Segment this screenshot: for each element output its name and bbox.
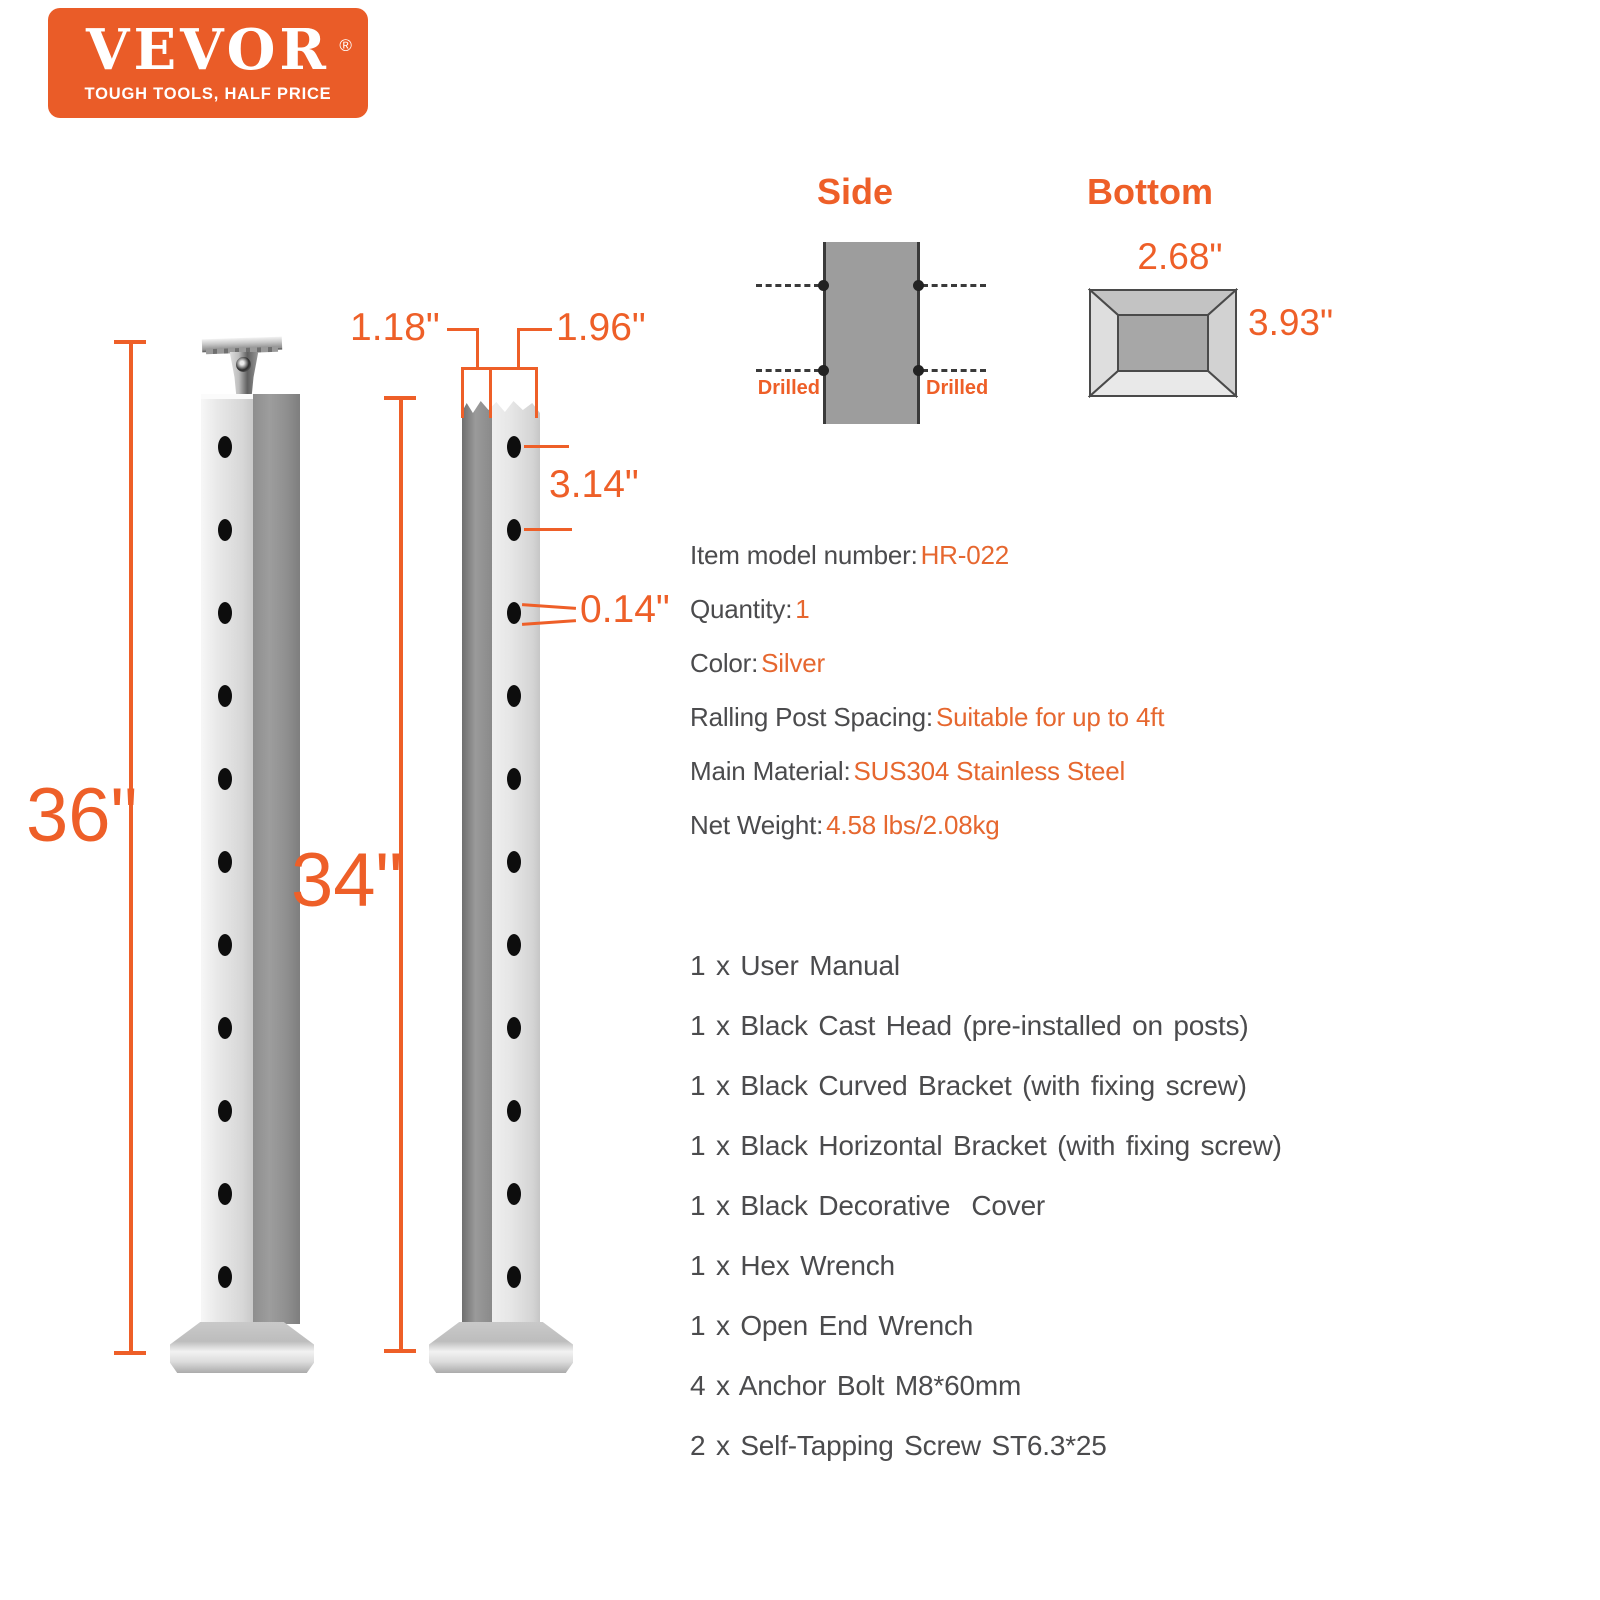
dim-label-base-depth: 3.93" (1248, 302, 1334, 343)
side-view-title: Side (816, 171, 894, 212)
package-list (690, 936, 1282, 1476)
logo-wordmark (86, 17, 352, 83)
width-bracket (461, 367, 538, 370)
drilled-label-left: Drilled (757, 377, 820, 399)
spec-value: HR-022 (920, 539, 1010, 570)
package-item: 1 x Black Horizontal Bracket (with fixing screw) (690, 1130, 1282, 1161)
dim-label-hole-size: 0.14" (580, 588, 670, 631)
package-item: 4 x Anchor Bolt M8*60mm (690, 1370, 1022, 1401)
package-item: 2 x Self-Tapping Screw ST6.3*25 (690, 1430, 1107, 1461)
leader-line (517, 328, 552, 331)
drill-point-dot (913, 365, 924, 376)
dim-cap (114, 340, 146, 344)
dim-cap (384, 396, 416, 400)
drill-point-dot (913, 280, 924, 291)
spec-row (690, 582, 1164, 636)
dim-label-post-height: 34" (291, 838, 403, 923)
package-item: 1 x Black Cast Head (pre-installed on posts) (690, 1010, 1249, 1041)
spec-label: Main Material: (690, 755, 851, 786)
drill-hole (507, 768, 521, 790)
base-plate-diagram (1088, 288, 1238, 398)
drill-hole (507, 1017, 521, 1039)
leader-line (524, 528, 572, 531)
dashed-line (756, 369, 820, 372)
bottom-view-title: Bottom (1087, 171, 1213, 212)
dashed-line (922, 369, 986, 372)
spec-row (690, 636, 1164, 690)
drill-hole (218, 934, 232, 956)
drill-point-dot (818, 280, 829, 291)
drill-hole (218, 519, 232, 541)
logo-tagline: TOUGH TOOLS, HALF PRICE (84, 85, 332, 103)
dim-label-side-depth: 1.18" (350, 306, 440, 349)
drilled-label-right: Drilled (926, 377, 989, 399)
spec-label: Net Weight: (690, 809, 824, 840)
post-front-view (201, 394, 300, 1324)
spec-value: SUS304 Stainless Steel (853, 755, 1126, 786)
drill-hole (218, 1100, 232, 1122)
leader-line (517, 330, 520, 368)
leader-line (447, 328, 479, 331)
drill-hole (507, 1183, 521, 1205)
spec-value: 1 (795, 593, 810, 624)
dim-label-front-width: 1.96" (556, 306, 646, 349)
spec-list (690, 528, 1164, 852)
package-item: 1 x Open End Wrench (690, 1310, 974, 1341)
drill-hole (218, 768, 232, 790)
dim-label-base-width: 2.68" (1137, 236, 1223, 277)
logo-text: VEVOR (86, 17, 330, 83)
width-bracket (535, 367, 538, 418)
vevor-logo (48, 8, 368, 118)
drill-hole (218, 1266, 232, 1288)
spec-value: Suitable for up to 4ft (935, 701, 1165, 732)
dashed-line (922, 284, 986, 287)
side-view-post-section (823, 242, 920, 424)
drill-hole (507, 602, 521, 624)
dim-label-total-height: 36" (26, 773, 138, 858)
drill-hole (218, 1183, 232, 1205)
spec-row (690, 798, 1164, 852)
dim-cap (114, 1351, 146, 1355)
spec-row (690, 690, 1164, 744)
drill-hole (507, 851, 521, 873)
drill-hole (507, 519, 521, 541)
post-base-cover (429, 1322, 573, 1373)
spec-label: Quantity: (690, 593, 793, 624)
registered-mark-icon: ® (339, 36, 352, 55)
drill-hole (218, 685, 232, 707)
drill-hole (507, 436, 521, 458)
dim-label-hole-spacing: 3.14" (549, 463, 639, 506)
post-side-face (462, 398, 492, 1324)
drill-hole (218, 1017, 232, 1039)
drill-hole (218, 851, 232, 873)
dashed-line (756, 284, 820, 287)
drill-point-dot (818, 365, 829, 376)
leader-line (476, 330, 479, 368)
cast-head-screw-icon (236, 357, 251, 372)
post-base-cover (170, 1322, 314, 1373)
leader-line (524, 445, 569, 448)
spec-value: Silver (761, 647, 825, 678)
spec-label: Ralling Post Spacing: (690, 701, 933, 732)
drill-hole (507, 1100, 521, 1122)
package-item: 1 x Black Curved Bracket (with fixing screw) (690, 1070, 1247, 1101)
post-cropped-view (462, 398, 540, 1324)
package-item: 1 x Black Decorative Cover (690, 1190, 1046, 1221)
width-bracket (461, 367, 464, 418)
package-item: 1 x User Manual (690, 950, 900, 981)
dim-cap (384, 1349, 416, 1353)
package-item: 1 x Hex Wrench (690, 1250, 895, 1281)
drill-hole (507, 1266, 521, 1288)
width-bracket (489, 367, 492, 418)
spec-label: Color: (690, 647, 759, 678)
spec-row (690, 744, 1164, 798)
drill-hole (507, 934, 521, 956)
spec-row (690, 528, 1164, 582)
drill-hole (218, 436, 232, 458)
post-top-edge (201, 394, 253, 399)
drill-hole (218, 602, 232, 624)
drill-hole (507, 685, 521, 707)
spec-value: 4.58 lbs/2.08kg (826, 809, 1000, 840)
spec-label: Item model number: (690, 539, 918, 570)
